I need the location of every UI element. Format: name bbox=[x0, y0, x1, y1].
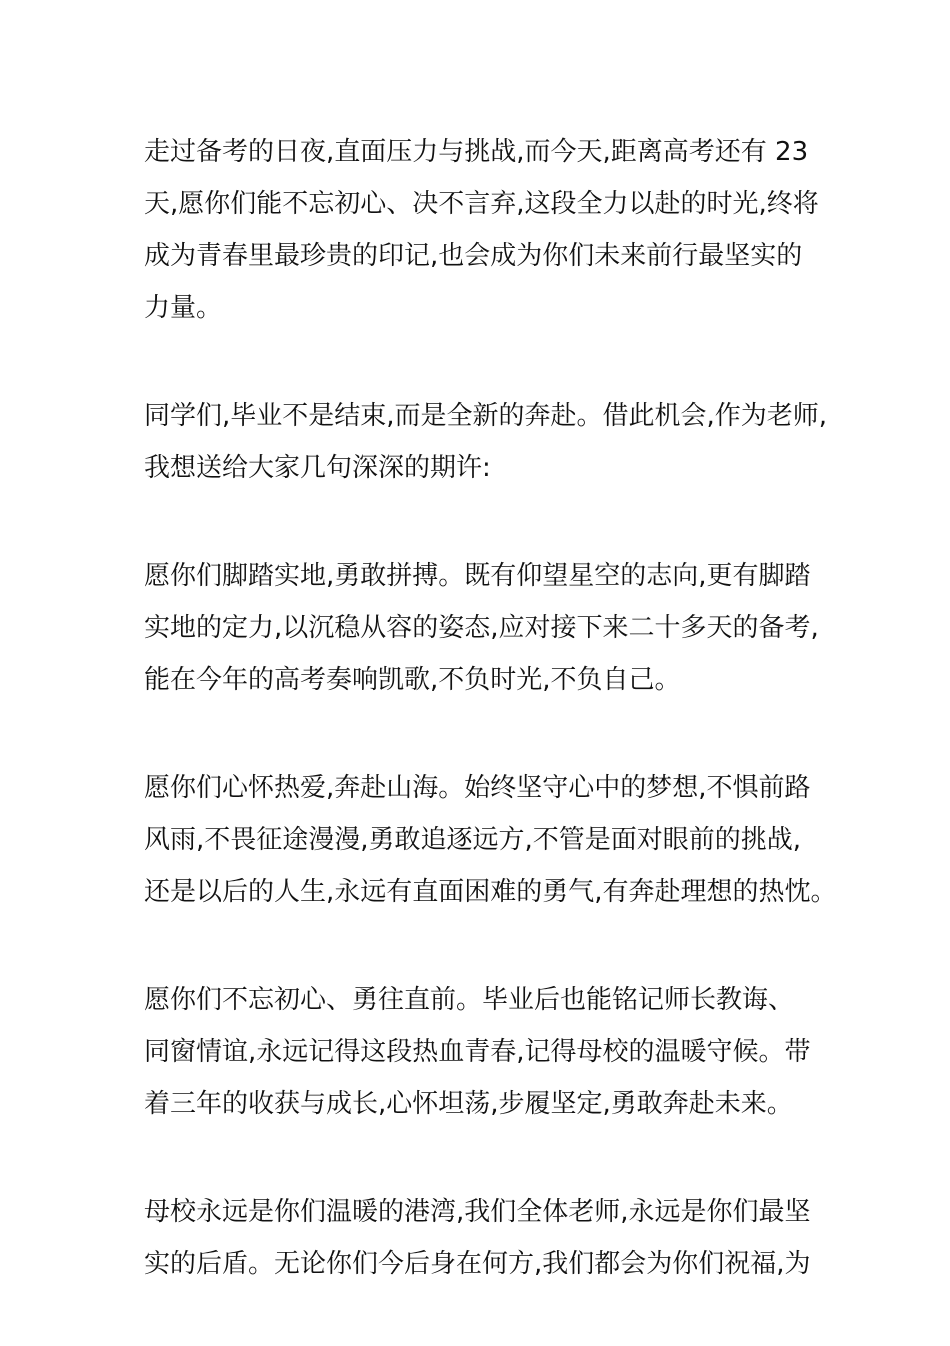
paragraph-1 bbox=[144, 126, 819, 334]
text-line: 还是以后的人生,永远有直面困难的勇气,有奔赴理想的热忱。 bbox=[144, 877, 837, 907]
text-line: 实地的定力,以沉稳从容的姿态,应对接下来二十多天的备考, bbox=[144, 613, 819, 643]
text-line: 能在今年的高考奏响凯歌,不负时光,不负自己。 bbox=[144, 665, 681, 695]
paragraph-2 bbox=[144, 390, 828, 494]
text-line: 风雨,不畏征途漫漫,勇敢追逐远方,不管是面对眼前的挑战, bbox=[144, 825, 802, 855]
text-line: 走过备考的日夜,直面压力与挑战,而今天,距离高考还有 23 bbox=[144, 137, 809, 167]
text-line: 力量。 bbox=[144, 293, 223, 323]
text-line: 实的后盾。无论你们今后身在何方,我们都会为你们祝福,为 bbox=[144, 1249, 811, 1279]
text-line: 愿你们心怀热爱,奔赴山海。始终坚守心中的梦想,不惧前路 bbox=[144, 773, 811, 803]
text-line: 同学们,毕业不是结束,而是全新的奔赴。借此机会,作为老师, bbox=[144, 401, 828, 431]
document-body bbox=[144, 126, 837, 1346]
text-line: 愿你们脚踏实地,勇敢拼搏。既有仰望星空的志向,更有脚踏 bbox=[144, 561, 811, 591]
text-line: 成为青春里最珍贵的印记,也会成为你们未来前行最坚实的 bbox=[144, 241, 803, 271]
text-line: 母校永远是你们温暖的港湾,我们全体老师,永远是你们最坚 bbox=[144, 1197, 811, 1227]
text-line: 同窗情谊,永远记得这段热血青春,记得母校的温暖守候。带 bbox=[144, 1037, 811, 1067]
paragraph-6 bbox=[144, 1186, 814, 1290]
text-line: 着三年的收获与成长,心怀坦荡,步履坚定,勇敢奔赴未来。 bbox=[144, 1089, 793, 1119]
paragraph-5 bbox=[144, 974, 814, 1130]
text-line: 天,愿你们能不忘初心、决不言弃,这段全力以赴的时光,终将 bbox=[144, 189, 819, 219]
text-line: 我想送给大家几句深深的期许: bbox=[144, 453, 491, 483]
paragraph-4 bbox=[144, 762, 837, 918]
paragraph-3 bbox=[144, 550, 819, 706]
text-line: 愿你们不忘初心、勇往直前。毕业后也能铭记师长教诲、 bbox=[144, 985, 795, 1015]
